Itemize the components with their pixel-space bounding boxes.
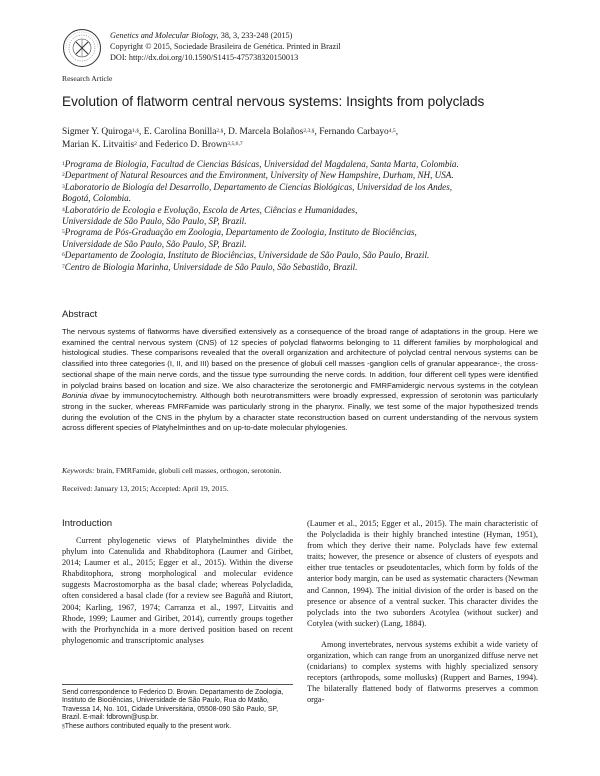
author-name: Fernando Carbayo bbox=[319, 127, 389, 137]
abstract-text bbox=[62, 327, 538, 434]
keywords bbox=[62, 466, 538, 475]
author-name: D. Marcela Bolaños bbox=[228, 127, 304, 137]
journal-logo-icon bbox=[62, 28, 102, 68]
keywords-label: Keywords: bbox=[62, 466, 95, 475]
author-separator: and bbox=[136, 140, 156, 150]
author-affiliation-mark: 3,5,6,7 bbox=[227, 141, 243, 147]
introduction-column-right bbox=[307, 518, 538, 706]
journal-name: Genetics and Molecular Biology bbox=[110, 31, 217, 40]
article-title: Evolution of flatworm central nervous systems: Insights from polyclads bbox=[62, 94, 485, 109]
author-name: E. Carolina Bonilla bbox=[143, 127, 217, 137]
affiliation-number: 7 bbox=[62, 263, 65, 270]
article-type: Research Article bbox=[62, 74, 113, 83]
affiliation-item bbox=[62, 250, 542, 261]
affiliation-number: 6 bbox=[62, 252, 65, 259]
doi-link[interactable]: DOI: http://dx.doi.org/10.1590/S1415-475738320150013 bbox=[110, 53, 299, 62]
author-separator: , bbox=[139, 127, 144, 137]
equal-contribution-text: These authors contributed equally to the present work. bbox=[64, 722, 232, 730]
footnote bbox=[62, 689, 293, 731]
author-name: Marian K. Litvaitis bbox=[62, 140, 135, 150]
author-affiliation-mark: 4,5 bbox=[388, 128, 396, 134]
affiliation-text: Centro de Biologia Marinha, Universidade de São Paulo, São Sebastião, Brazil. bbox=[64, 261, 358, 272]
intro-paragraph-2: Among invertebrates, nervous systems exhibit a wide variety of organization, which can range from an unorganized diffuse nerve net (cnidarians) to complex systems with highly specialized sensory receptors (arthropods, some mollusks) (Ruppert and Barnes, 1994). The bilaterally flattened body of flatworms preserves a common orga- bbox=[307, 639, 538, 705]
affiliation-item bbox=[62, 159, 542, 170]
affiliation-number: 2 bbox=[62, 172, 65, 179]
affiliation-text: Bogotá, Colombia. bbox=[62, 193, 131, 204]
author-name: Federico D. Brown bbox=[155, 140, 228, 150]
author-affiliation-mark: 2,§ bbox=[216, 128, 224, 134]
introduction-heading: Introduction bbox=[62, 518, 113, 529]
correspondence-note: Send correspondence to Federico D. Brown. Departamento de Zoologia, Instituto de Biociências, Universidade de São Paulo, Rua do Matão, Travessa 14, No. 101, Cidade Universitária, 05508-090 São Paulo, SP, Brazil. E-mail: fdbrown@usp.br. bbox=[62, 689, 284, 722]
affiliation-item bbox=[62, 262, 542, 273]
abstract-text-part2: by immunocytochemistry. Although both neurotransmitters were broadly expressed, expression of serotonin was particularly strong in the sucker, whereas FMRFamide was particularly strong in the pharynx. Finally, we test some of the major hypothesized trends during the evolution of the CNS in the phylum by a character state reconstruction based on current understanding of the nervous system across different species of Platyhelminthes and on up-to-date molecular phylogenies. bbox=[62, 391, 538, 433]
affiliation-item bbox=[62, 227, 542, 250]
author-separator: , bbox=[223, 127, 229, 137]
abstract-species-name: Boninia divae bbox=[62, 391, 109, 401]
affiliation-item bbox=[62, 182, 542, 205]
affiliation-text: Universidade de São Paulo, São Paulo, SP, Brazil. bbox=[62, 238, 247, 249]
affiliation-number: 5 bbox=[62, 229, 65, 236]
affiliation-number: 4 bbox=[62, 206, 65, 213]
author-separator: , bbox=[395, 127, 399, 137]
author-affiliation-mark: 1,§ bbox=[132, 128, 140, 134]
received-dates: Received: January 13, 2015; Accepted: April 19, 2015. bbox=[62, 484, 229, 493]
equal-contribution-mark: § bbox=[62, 723, 65, 730]
journal-citation bbox=[110, 30, 341, 41]
journal-header bbox=[110, 30, 341, 63]
affiliation-number: 3 bbox=[62, 183, 65, 190]
affiliation-text: Laboratorio de Biología del Desarrollo, Departamento de Ciencias Biológicas, Universidad de los Andes, bbox=[64, 181, 453, 192]
copyright-line: Copyright © 2015, Sociedade Brasileira de Genética. Printed in Brazil bbox=[110, 42, 341, 51]
affiliation-text: Departamento de Zoologia, Instituto de Biociências, Universidade de São Paulo, São Paulo, Brazil. bbox=[64, 250, 430, 261]
affiliation-text: Universidade de São Paulo, São Paulo, SP, Brazil. bbox=[62, 216, 247, 227]
author-affiliation-mark: 2 bbox=[134, 141, 137, 147]
affiliation-list bbox=[62, 159, 542, 273]
footnote-divider bbox=[62, 684, 293, 685]
affiliation-text: Programa de Biologia, Facultad de Ciencias Básicas, Universidad del Magdalena, Santa Marta, Colombia. bbox=[64, 159, 459, 169]
introduction-column-left bbox=[62, 535, 293, 646]
journal-issue: , 38, 3, 233-248 (2015) bbox=[216, 31, 293, 40]
intro-paragraph-1-cont: (Laumer et al., 2015; Egger et al., 2015). The main characteristic of the Polycladida is their highly branched intestine (Hyman, 1951), from which they derive their name. Polyclads have few external traits; however, the presence or absence of clusters of eyespots and either true tentacles or pseudotentacles, which form by folds of the anterior body margin, can be used as systematic characters (Newman and Cannon, 1994). The initial division of the order is based on the presence or absence of a ventral sucker. This character divides the polyclads into the two suborders Acotylea (without sucker) and Cotylea (with sucker) (Lang, 1884). bbox=[307, 519, 538, 628]
affiliation-text: Department of Natural Resources and the Environment, University of New Hampshire, Durham, NH, USA. bbox=[64, 170, 454, 181]
author-list bbox=[62, 126, 542, 152]
keywords-text: brain, FMRFamide, globuli cell masses, orthogon, serotonin. bbox=[94, 466, 282, 475]
abstract-text-part1: The nervous systems of flatworms have diversified extensively as a consequence of the broad range of adaptations in the group. Here we examined the central nervous system (CNS) of 12 species of polyclad flatworms belonging to 11 different families by morphological and histological studies. These comparisons revealed that the overall organization and architecture of polyclad central nervous systems can be classified into three categories (I, II, and III) based on the presence of globuli cell masses -ganglion cells of granular appearance-, the cross-sectional shape of the main nerve cords, and the tissue type surrounding the nerve cords. In addition, four different cell types were identified in polyclad brains based on location and size. We also characterize the serotonergic and FMRFamidergic nervous systems in the cotylean bbox=[62, 327, 538, 390]
affiliation-text: Programa de Pós-Graduação em Zoologia, Departamento de Zoologia, Instituto de Biociências, bbox=[64, 227, 417, 238]
intro-paragraph-1: Current phylogenetic views of Platyhelminthes divide the phylum into Catenulida and Rhabditophora (Laumer and Giribet, 2014; Laumer et al., 2015; Egger et al., 2015). Within the diverse Rhabditophora, strong morphological and molecular evidence suggests Macrostomorpha as the basal clade; whereas Polycladida, often considered a basal clade (for a review see Baguñà and Riutort, 2004; Karling, 1967, 1974; Carranza et al., 1997, Litvaitis and Rhode, 1999; Laumer and Giribet, 2014), currently groups together with the Prorhynchida in a more derived position based on recent phylogenomic and transcriptomic analyses bbox=[62, 536, 293, 645]
affiliation-item bbox=[62, 205, 542, 228]
affiliation-number: 1 bbox=[62, 161, 65, 167]
author-name: Sigmer Y. Quiroga bbox=[62, 127, 133, 137]
affiliation-item bbox=[62, 170, 542, 181]
author-affiliation-mark: 2,3,§ bbox=[303, 128, 315, 134]
affiliation-text: Laboratório de Ecologia e Evolução, Escola de Artes, Ciências e Humanidades, bbox=[64, 204, 358, 215]
author-separator: , bbox=[314, 127, 320, 137]
abstract-heading: Abstract bbox=[62, 309, 98, 320]
equal-contribution-note bbox=[62, 723, 293, 731]
